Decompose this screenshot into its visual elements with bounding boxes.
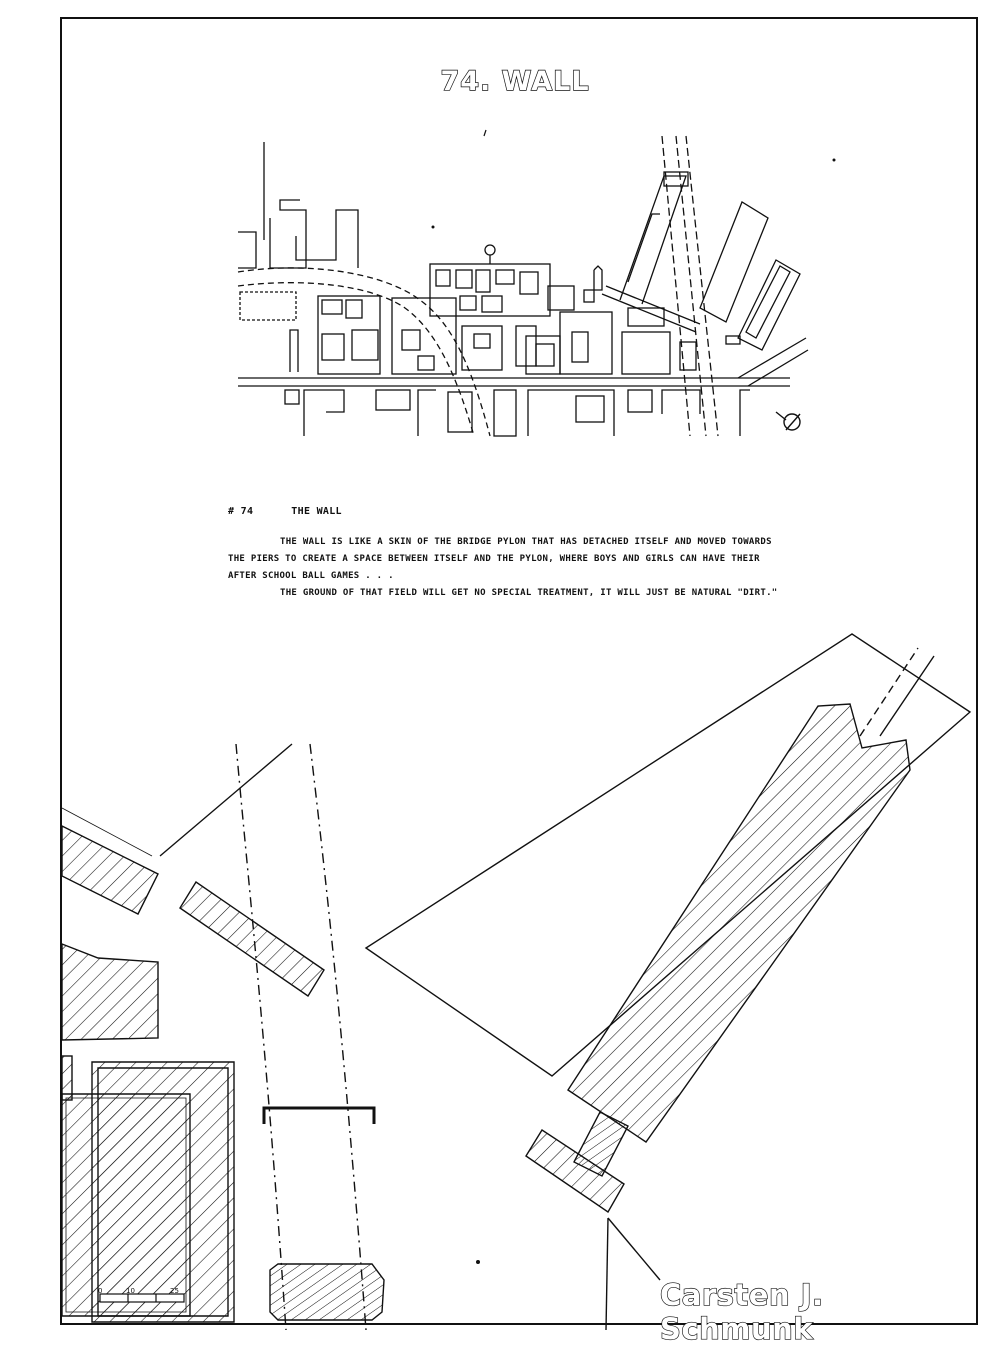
detail-plan (62, 634, 970, 1330)
ink-dot (833, 159, 836, 162)
scale-label: 25 (170, 1287, 179, 1295)
pattern-number: # 74 (228, 506, 254, 517)
ink-dot (476, 1260, 480, 1264)
page-title: 74. WALL (440, 66, 590, 97)
paragraph-2: THE GROUND OF THAT FIELD WILL GET NO SPECIAL TREATMENT, IT WILL JUST BE NATURAL "DIRT." (280, 588, 778, 598)
ink-mark (484, 130, 486, 136)
paragraph-1: THE WALL IS LIKE A SKIN OF THE BRIDGE PYLON THAT HAS DETACHED ITSELF AND MOVED TOWARDS THE PIERS TO CREATE A SPACE BETWEEN ITSELF AND THE PYLON, WHERE BOYS AND GIRLS CAN HAVE THEIR AFTER SCHOOL BALL GAMES . . . (228, 537, 772, 581)
description-text (228, 503, 788, 602)
site-plan (238, 136, 808, 436)
section-heading (228, 503, 788, 520)
ink-dot (432, 226, 435, 229)
author-signature: Carsten J. Schmunk (660, 1278, 824, 1346)
scale-label: 0 (98, 1287, 103, 1295)
scale-label: 10 (126, 1287, 135, 1295)
pattern-heading: THE WALL (291, 506, 342, 517)
north-arrow-icon (776, 412, 800, 430)
